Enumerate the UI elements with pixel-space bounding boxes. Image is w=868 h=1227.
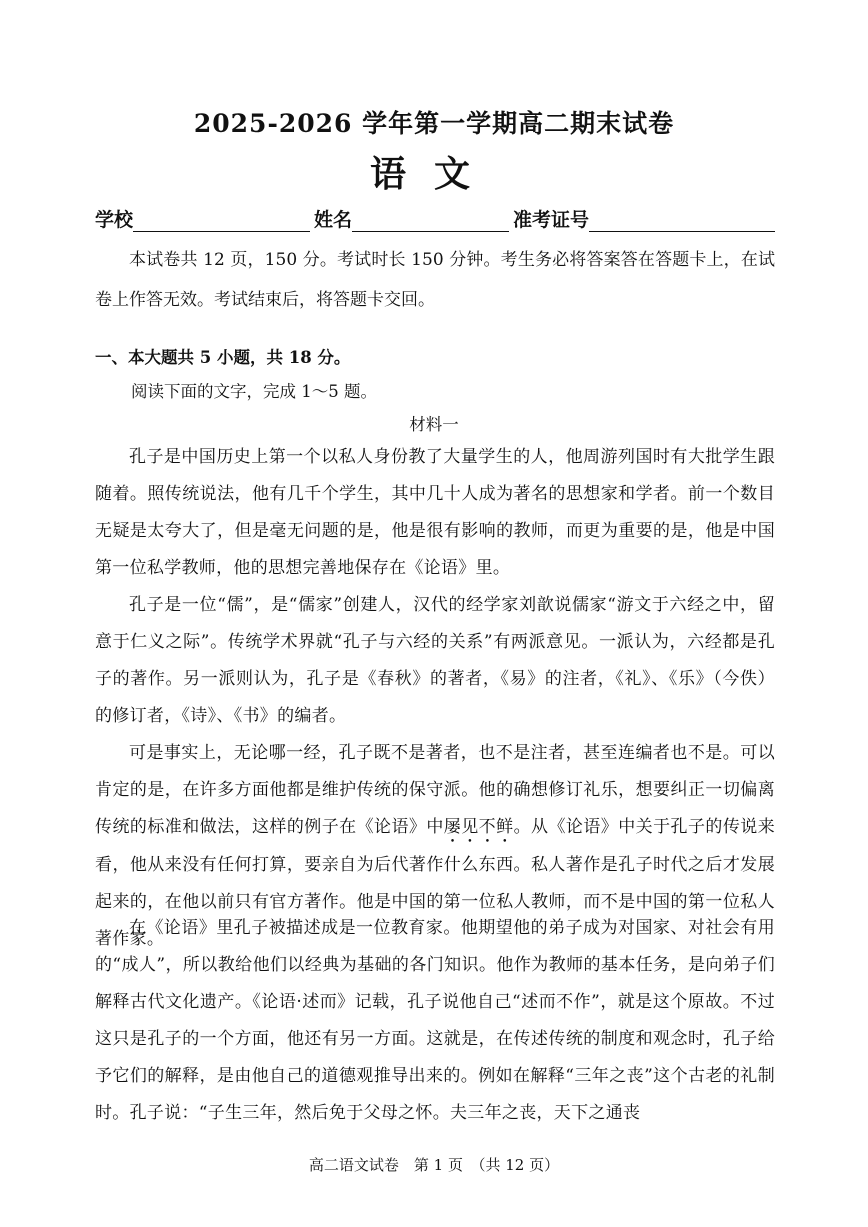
section-heading: 一、本大题共 5 小题，共 18 分。 [95, 348, 351, 367]
section-instruction: 阅读下面的文字，完成 1～5 题。 [131, 382, 377, 401]
material-title: 材料一 [409, 415, 459, 434]
passage-paragraph-4: 在《论语》里孔子被描述成是一位教育家。他期望他的弟子成为对国家、对社会有用的“成人”，所以教给他们以经典为基础的各门知识。他作为教师的基本任务，是向弟子们解释古代文化遗产。《论语·述而》记载，孔子说他自己“述而不作”，就是这个原故。不过这只是孔子的一个方面，他还有另一方面。这就是，在传述传统的制度和观念时，孔子给予它们的解释，是由他自己的道德观推导出来的。例如在解释“三年之丧”这个古老的礼制时。孔子说：“子生三年，然后免于父母之怀。夫三年之丧，天下之通丧 [95, 918, 775, 1123]
name-label: 姓名 [314, 209, 353, 231]
passage-paragraph-1: 孔子是中国历史上第一个以私人身份教了大量学生的人，他周游列国时有大批学生跟随着。照传统说法，他有几千个学生，其中几十人成为著名的思想家和学者。前一个数目无疑是太夸大了，但是毫无问题的是，他是很有影响的教师，而更为重要的是，他是中国第一位私学教师，他的思想完善地保存在《论语》里。 [95, 447, 775, 578]
passage-paragraph-2: 孔子是一位“儒”，是“儒家”创建人，汉代的经学家刘歆说儒家“游文于六经之中，留意于仁义之际”。传统学术界就“孔子与六经的关系”有两派意见。一派认为，六经都是孔子的著作。另一派则认为，孔子是《春秋》的著者，《易》的注者，《礼》、《乐》（今佚）的修订者，《诗》、《书》的编者。 [95, 595, 775, 726]
dotted-phrase-text: 屡见不鲜 [443, 817, 514, 837]
dotted-phrase [444, 817, 514, 837]
exam-id-blank[interactable] [589, 209, 775, 232]
subject-title: 语文 [369, 153, 498, 195]
passage-paragraph-3-a: 可是事实上，无论哪一经，孔子既不是著者，也不是注者，甚至连编者也不是。可以肯定的是，在许多方面他都是维护传统的保守派。他的确想修订礼乐，想要纠正一切偏离传统的标准和做法，这样的例子在《论语》中 [95, 743, 775, 837]
exam-notice: 本试卷共 12 页，150 分。考试时长 150 分钟。考生务必将答案答在答题卡上，在试卷上作答无效。考试结束后，将答题卡交回。 [95, 250, 775, 310]
exam-title: 2025-2026 学年第一学期高二期末试卷 [193, 109, 675, 138]
school-blank[interactable] [133, 209, 310, 232]
school-label: 学校 [95, 209, 134, 231]
page-footer: 高二语文试卷 第 1 页 （共 12 页） [308, 1156, 560, 1174]
passage-paragraph-3-b: 。从《论语》中关于孔子的传说来看，他从来没有任何打算，要亲自为后代著作什么东西。私人著作是孔子时代之后才发展起来的，在他以前只有官方著作。他是中国的第一位私人教师，而不是中国的第一位私人著作家。 [95, 817, 776, 949]
student-info-row [95, 206, 775, 232]
name-blank[interactable] [352, 209, 509, 232]
exam-id-label: 准考证号 [513, 209, 590, 231]
